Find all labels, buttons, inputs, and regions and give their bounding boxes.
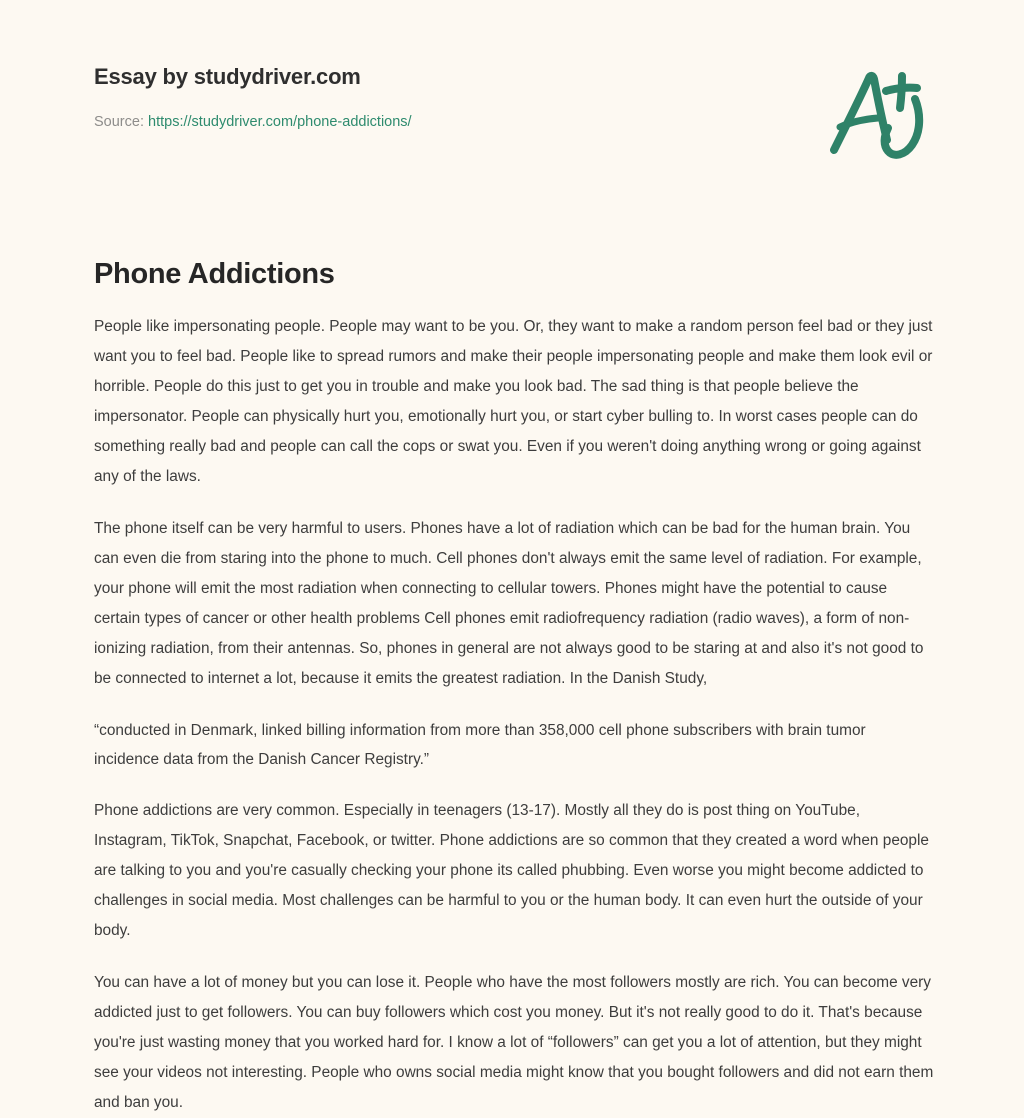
page-title: Phone Addictions bbox=[94, 258, 335, 290]
document-header bbox=[94, 62, 934, 132]
paragraph: You can have a lot of money but you can lose it. People who have the most followers mostly are rich. You can become very addicted just to get followers. You can buy followers which cost you money. But it's not really good to do it. That's because you're just wasting money that you worked hard for. I know a lot of “followers” can get you a lot of attention, but they might see your videos not interesting. People who owns social media might know that you bought followers and did not earn them and ban you. bbox=[94, 974, 934, 1111]
source-url-link[interactable]: https://studydriver.com/phone-addictions/ bbox=[148, 114, 412, 130]
block-quote: “conducted in Denmark, linked billing information from more than 358,000 cell phone subscribers with brain tumor incidence data from the Danish Cancer Registry.” bbox=[94, 722, 866, 768]
paragraph: The phone itself can be very harmful to users. Phones have a lot of radiation which can be bad for the human brain. You can even die from staring into the phone to much. Cell phones don't always emit the same level of radiation. For example, your phone will emit the most radiation when connecting to cellular towers. Phones might have the potential to cause certain types of cancer or other health problems Cell phones emit radiofrequency radiation (radio waves), a form of non-ionizing radiation, from their antennas. So, phones in general are not always good to be staring at and also it's not good to be connected to internet a lot, because it emits the greatest radiation. In the Danish Study, bbox=[94, 520, 924, 687]
a-plus-logo bbox=[820, 66, 932, 166]
source-line bbox=[94, 112, 934, 132]
essay-byline: Essay by studydriver.com bbox=[94, 64, 361, 89]
paragraph: Phone addictions are very common. Especially in teenagers (13-17). Mostly all they do is post thing on YouTube, Instagram, TikTok, Snapchat, Facebook, or twitter. Phone addictions are so common that they created a word when people are talking to you and you're casually checking your phone its called phubbing. Even worse you might become addicted to challenges in social media. Most challenges can be harmful to you or the human body. It can even hurt the outside of your body. bbox=[94, 802, 929, 939]
source-label: Source: bbox=[94, 114, 144, 130]
paragraph: People like impersonating people. People may want to be you. Or, they want to make a random person feel bad or they just want you to feel bad. People like to spread rumors and make their people impersonating people and make them look evil or horrible. People do this just to get you in trouble and make you look bad. The sad thing is that people believe the impersonator. People can physically hurt you, emotionally hurt you, or start cyber bulling to. In worst cases people can do something really bad and people can call the cops or swat you. Even if you weren't doing anything wrong or going against any of the laws. bbox=[94, 318, 933, 485]
essay-body bbox=[94, 312, 934, 1118]
